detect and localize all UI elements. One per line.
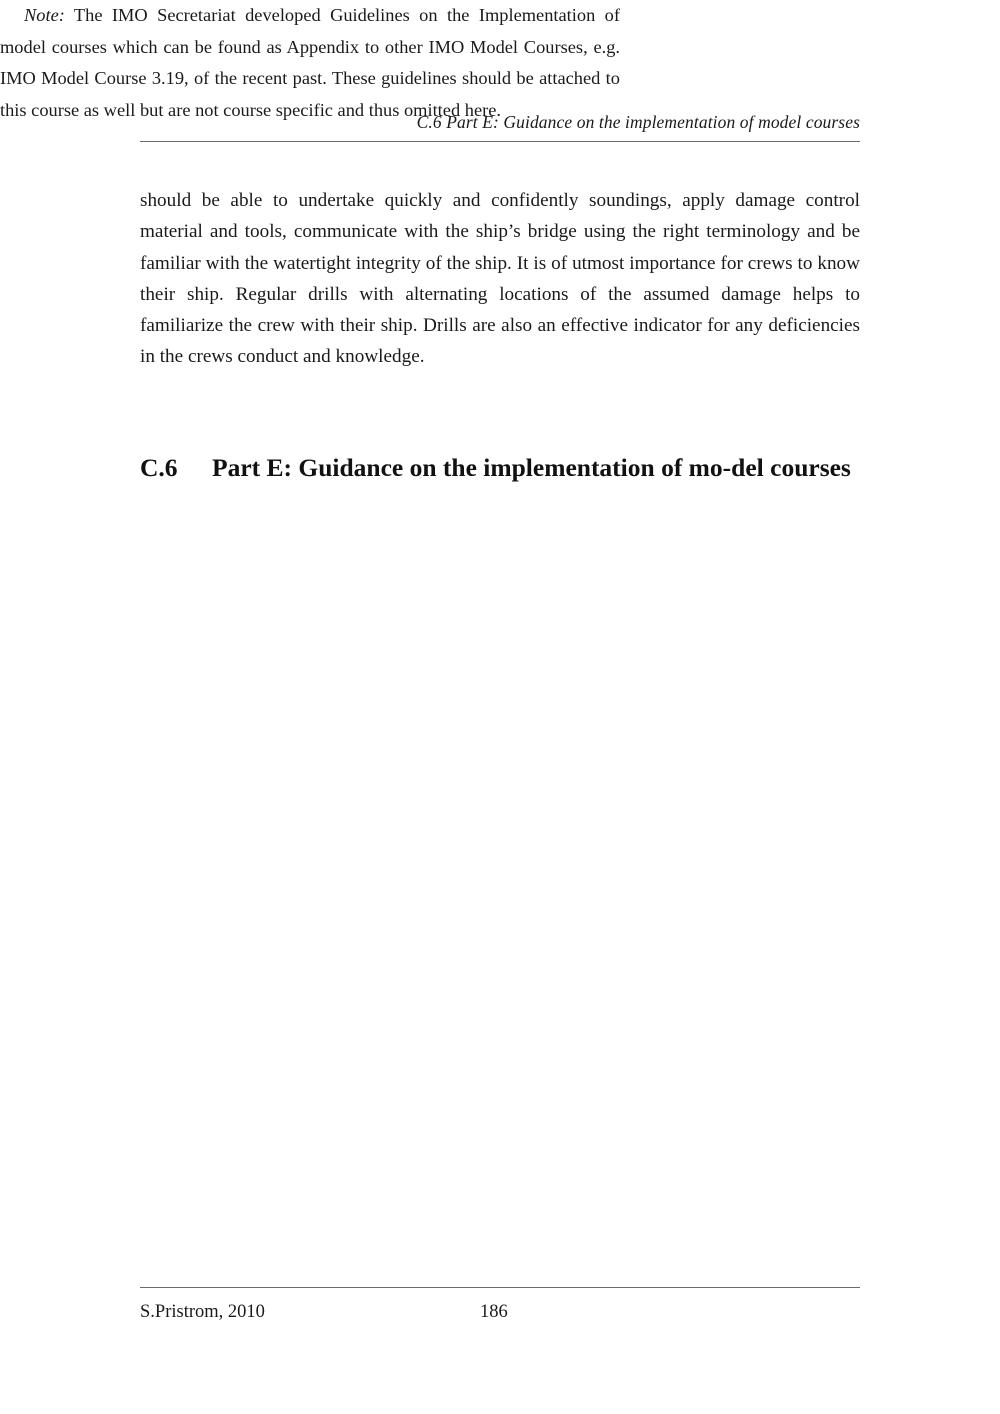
section-number: C.6: [140, 453, 178, 482]
running-head: C.6 Part E: Guidance on the implementation of model courses: [416, 112, 860, 132]
note-block: [0, 0, 620, 126]
section-heading: [140, 448, 860, 487]
note-text: The IMO Secretariat developed Guidelines on the Implementation of model courses which can be found as Appendix to other IMO Model Courses, e.g. IMO Model Course 3.19, of the recent past. These guidelines should be attached to this course as well but are not course specific and thus omitted here.: [0, 5, 620, 120]
footer-page-number: 186: [480, 1302, 508, 1322]
section-title: Part E: Guidance on the implementation of mo-del courses: [212, 453, 851, 482]
footer-author: S.Pristrom, 2010: [140, 1302, 265, 1322]
note-label: Note:: [24, 5, 65, 25]
header-divider: [140, 141, 860, 142]
page-header: [140, 112, 860, 142]
page-footer: [140, 1287, 860, 1342]
footer-row: [140, 1288, 860, 1342]
note-paragraph: [0, 0, 620, 126]
body-paragraph: should be able to undertake quickly and confidently soundings, apply damage control material and tools, communicate with the ship’s bridge using the right terminology and be familiar with the watertight integrity of the ship. It is of utmost importance for crews to know their ship. Regular drills with alternating locations of the assumed damage helps to familiarize the crew with their ship. Drills are also an effective indicator for any deficiencies in the crews conduct and knowledge.: [140, 190, 860, 368]
body-text-block: [140, 185, 860, 373]
